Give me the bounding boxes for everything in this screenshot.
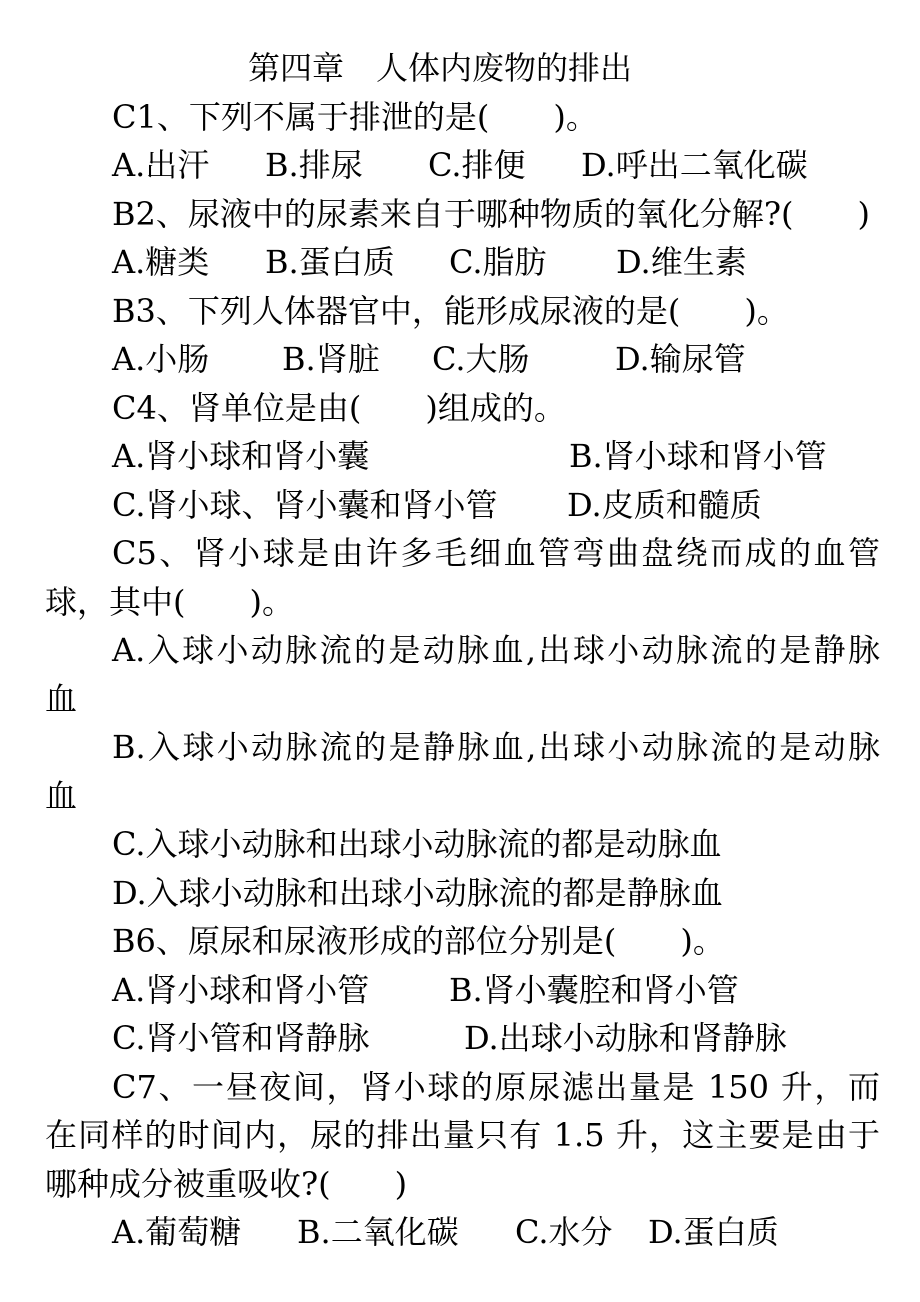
options-row [45,966,880,1015]
option-a: A.糖类 [112,243,210,281]
option-c: C.肾小球、肾小囊和肾小管 [112,485,498,524]
question-stem-continued: 哪种成分被重吸收?( ) [45,1164,408,1203]
option-c: C.排便 [428,146,526,184]
option-b: B.肾脏 [282,340,380,378]
option-d: D.输尿管 [615,340,746,378]
option-b: B.蛋白质 [265,243,395,281]
option-c: C.大肠 [432,340,530,378]
question-stem: C5、肾小球是由许多毛细血管弯曲盘绕而成的血管 [112,534,880,572]
option-d: D.皮质和髓质 [567,485,762,524]
option-d: D.呼出二氧化碳 [581,146,808,184]
options-row [45,1014,880,1063]
option-a: A.肾小球和肾小囊 [112,437,370,475]
option-a: A.出汗 [112,146,210,184]
option-c: C.肾小管和肾静脉 [112,1019,370,1057]
option-b: B.入球小动脉流的是静脉血,出球小动脉流的是动脉 [112,728,880,766]
option-b: B.肾小囊腔和肾小管 [449,970,739,1009]
options-row [45,141,880,190]
option-a: A.小肠 [112,340,210,378]
option-b: B.肾小球和肾小管 [569,437,827,475]
option-c: C.水分 [515,1213,613,1251]
question-stem: C4、肾单位是由( )组成的。 [112,388,566,427]
option-b: B.排尿 [265,146,363,184]
option-d: D.入球小动脉和出球小动脉流的都是静脉血 [112,873,723,912]
question-stem-continued: 球，其中( )。 [45,582,294,621]
option-d: D.蛋白质 [648,1213,779,1251]
option-c: C.入球小动脉和出球小动脉流的都是动脉血 [112,825,722,863]
option-a-continued: 血 [45,679,78,718]
question-stem: C1、下列不属于排泄的是( )。 [112,97,598,136]
option-b-continued: 血 [45,776,78,815]
question-stem: B3、下列人体器官中，能形成尿液的是( )。 [112,291,789,330]
chapter-title: 第四章 人体内废物的排出 [248,49,633,87]
option-a: A.肾小球和肾小管 [112,970,370,1009]
option-a: A.葡萄糖 [112,1213,242,1251]
options-row [45,1208,880,1257]
options-row [45,335,880,384]
options-row [45,238,880,287]
option-d: D.出球小动脉和肾静脉 [464,1019,787,1057]
question-stem-continued: 在同样的时间内，尿的排出量只有 1.5 升，这主要是由于 [45,1116,880,1154]
options-row [45,432,880,481]
question-stem: B6、原尿和尿液形成的部位分别是( )。 [112,922,725,960]
option-b: B.二氧化碳 [297,1213,459,1251]
question-stem: B2、尿液中的尿素来自于哪种物质的氧化分解?( ) [112,194,871,233]
options-row [45,481,880,530]
option-d: D.维生素 [616,243,747,281]
option-c: C.脂肪 [449,243,547,281]
question-stem: C7、一昼夜间，肾小球的原尿滤出量是 150 升，而 [112,1067,880,1106]
option-a: A.入球小动脉流的是动脉血,出球小动脉流的是静脉 [112,631,880,669]
